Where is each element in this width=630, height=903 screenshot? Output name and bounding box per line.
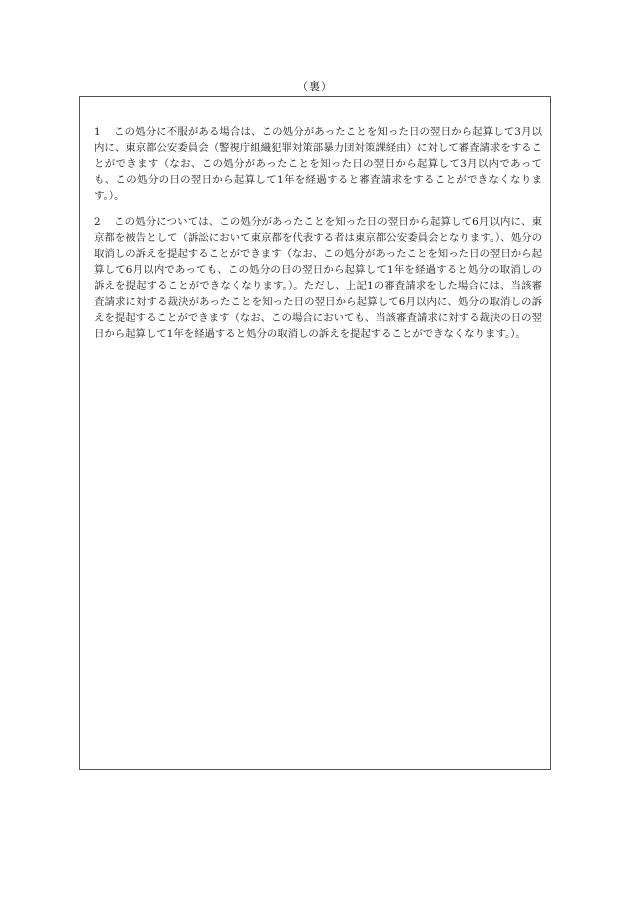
clause-2-number: 2 xyxy=(94,216,101,228)
clause-2-text: この処分については、この処分があったことを知った日の翌日から起算して6月以内に、東京都を被告として（訴訟において東京都を代表する者は東京都公安委員会となります。）、処分の取消しの訴えを提起することができます（なお、この処分があったことを知った日の翌日から起算して6月以内であっても、この処分の日の翌日から起算して1年を経過すると処分の取消しの訴えを提起することができなくなります。）。ただし、上記1の審査請求をした場合には、当該審査請求に対する裁決があったことを知った日の翌日から起算して6月以内に、処分の取消しの訴えを提起することができます（なお、この場合においても、当該審査請求に対する裁決の日の翌日から起算して1年を経過すると処分の取消しの訴えを提起することができなくなります。）。 xyxy=(94,216,542,340)
clause-1-number: 1 xyxy=(94,126,101,138)
page-heading: （裏） xyxy=(297,80,333,93)
clause-1 xyxy=(94,124,542,204)
clause-2 xyxy=(94,214,542,342)
clause-1-text: この処分に不服がある場合は、この処分があったことを知った日の翌日から起算して3月以内に、東京都公安委員会（警視庁組織犯罪対策部暴力団対策課経由）に対して審査請求をすることができます（なお、この処分があったことを知った日の翌日から起算して3月以内であっても、この処分の日の翌日から起算して1年を経過すると審査請求をすることができなくなります。）。 xyxy=(94,126,542,202)
